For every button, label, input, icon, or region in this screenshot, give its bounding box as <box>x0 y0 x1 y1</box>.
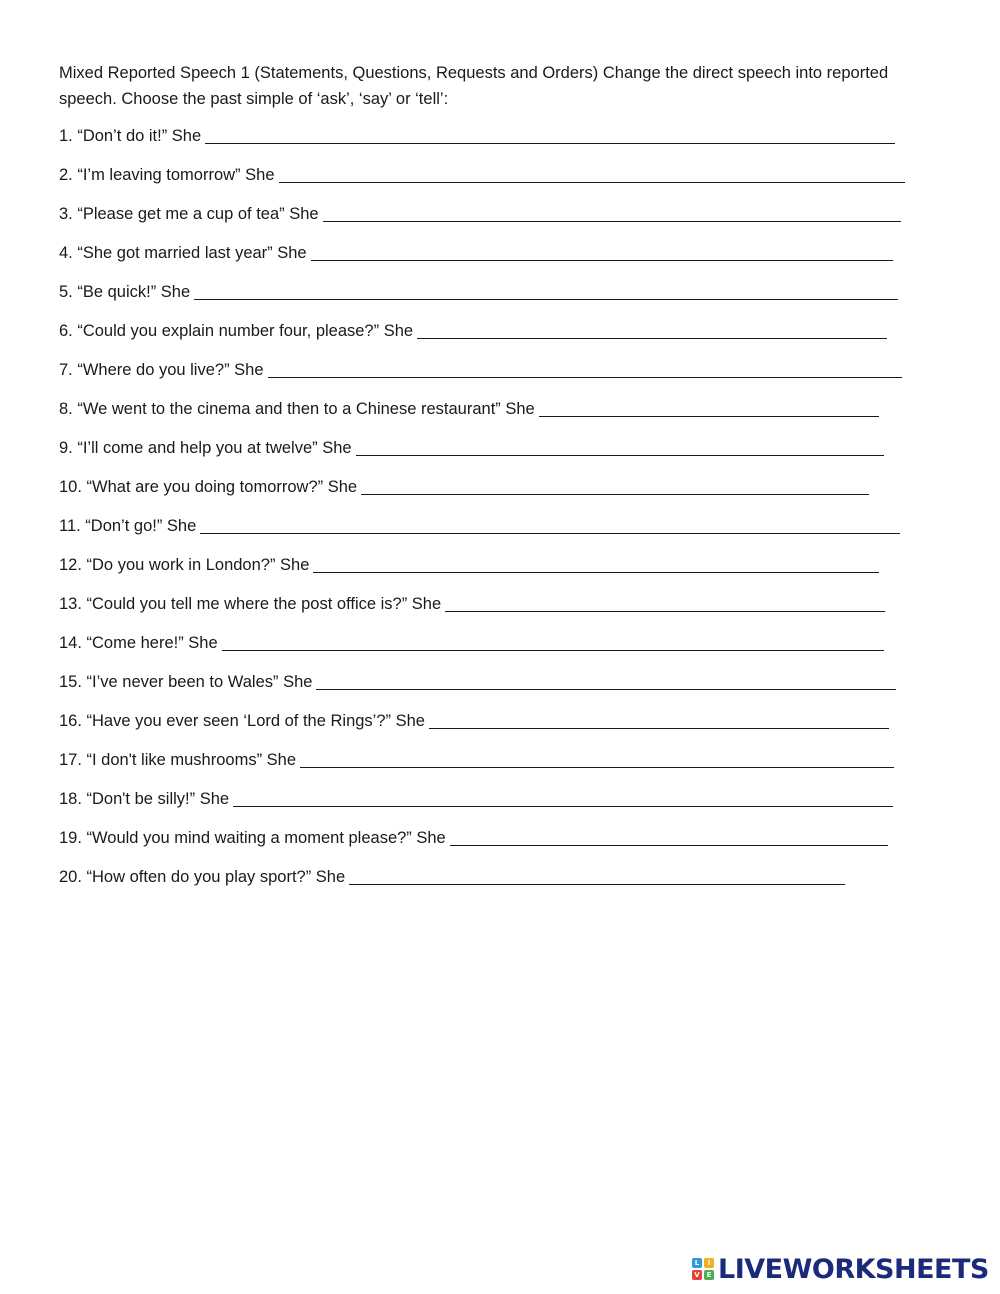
question-prompt: 16. “Have you ever seen ‘Lord of the Rings’?” She <box>59 712 425 730</box>
worksheet-instructions: Mixed Reported Speech 1 (Statements, Questions, Requests and Orders) Change the direct speech into reported speech. Choose the past simple of ‘ask’, ‘say’ or ‘tell’: <box>59 64 889 108</box>
question-row <box>59 475 869 499</box>
question-row <box>59 865 845 889</box>
answer-field[interactable] <box>222 634 884 651</box>
question-row <box>59 397 879 421</box>
question-row <box>59 670 896 694</box>
question-row <box>59 163 905 187</box>
question-row <box>59 202 901 226</box>
answer-field[interactable] <box>417 322 887 339</box>
question-prompt: 18. “Don't be silly!” She <box>59 790 230 808</box>
answer-field[interactable] <box>268 361 902 378</box>
answer-field[interactable] <box>323 205 901 222</box>
question-prompt: 9. “I’ll come and help you at twelve” She <box>59 439 352 457</box>
question-prompt: 2. “I’m leaving tomorrow” She <box>59 166 275 184</box>
question-prompt: 15. “I’ve never been to Wales” She <box>59 673 313 691</box>
question-prompt: 11. “Don’t go!” She <box>59 517 197 535</box>
question-prompt: 3. “Please get me a cup of tea” She <box>59 205 319 223</box>
answer-field[interactable] <box>445 595 885 612</box>
question-row <box>59 514 900 538</box>
question-row <box>59 319 887 343</box>
question-prompt: 20. “How often do you play sport?” She <box>59 868 346 886</box>
logo-tile: I <box>704 1258 714 1268</box>
question-row <box>59 748 894 772</box>
question-row <box>59 709 889 733</box>
question-prompt: 8. “We went to the cinema and then to a Chinese restaurant” She <box>59 400 535 418</box>
answer-field[interactable] <box>279 166 905 183</box>
answer-field[interactable] <box>361 478 869 495</box>
answer-field[interactable] <box>316 673 896 690</box>
question-prompt: 19. “Would you mind waiting a moment please?” She <box>59 829 446 847</box>
logo-text: LIVEWORKSHEETS <box>718 1253 989 1285</box>
question-row <box>59 826 888 850</box>
liveworksheets-logo-icon <box>692 1258 714 1280</box>
answer-field[interactable] <box>311 244 893 261</box>
answer-field[interactable] <box>300 751 894 768</box>
logo-tile: V <box>692 1270 702 1280</box>
question-prompt: 13. “Could you tell me where the post office is?” She <box>59 595 442 613</box>
liveworksheets-logo <box>692 1252 989 1286</box>
answer-field[interactable] <box>205 127 895 144</box>
question-row <box>59 592 885 616</box>
answer-field[interactable] <box>194 283 898 300</box>
answer-field[interactable] <box>349 868 845 885</box>
question-prompt: 12. “Do you work in London?” She <box>59 556 310 574</box>
question-row <box>59 241 893 265</box>
question-row <box>59 124 895 148</box>
answer-field[interactable] <box>356 439 884 456</box>
answer-field[interactable] <box>429 712 889 729</box>
question-prompt: 5. “Be quick!” She <box>59 283 191 301</box>
question-row <box>59 436 884 460</box>
question-row <box>59 553 879 577</box>
logo-tile: L <box>692 1258 702 1268</box>
question-row <box>59 787 893 811</box>
answer-field[interactable] <box>233 790 893 807</box>
question-row <box>59 358 902 382</box>
question-row <box>59 280 898 304</box>
question-prompt: 17. “I don't like mushrooms” She <box>59 751 297 769</box>
answer-field[interactable] <box>313 556 879 573</box>
question-prompt: 1. “Don’t do it!” She <box>59 127 202 145</box>
answer-field[interactable] <box>450 829 888 846</box>
question-prompt: 7. “Where do you live?” She <box>59 361 264 379</box>
question-row <box>59 631 884 655</box>
question-prompt: 4. “She got married last year” She <box>59 244 307 262</box>
question-prompt: 14. “Come here!” She <box>59 634 218 652</box>
logo-tile: E <box>704 1270 714 1280</box>
question-prompt: 6. “Could you explain number four, please?” She <box>59 322 414 340</box>
answer-field[interactable] <box>539 400 879 417</box>
question-prompt: 10. “What are you doing tomorrow?” She <box>59 478 358 496</box>
answer-field[interactable] <box>200 517 900 534</box>
